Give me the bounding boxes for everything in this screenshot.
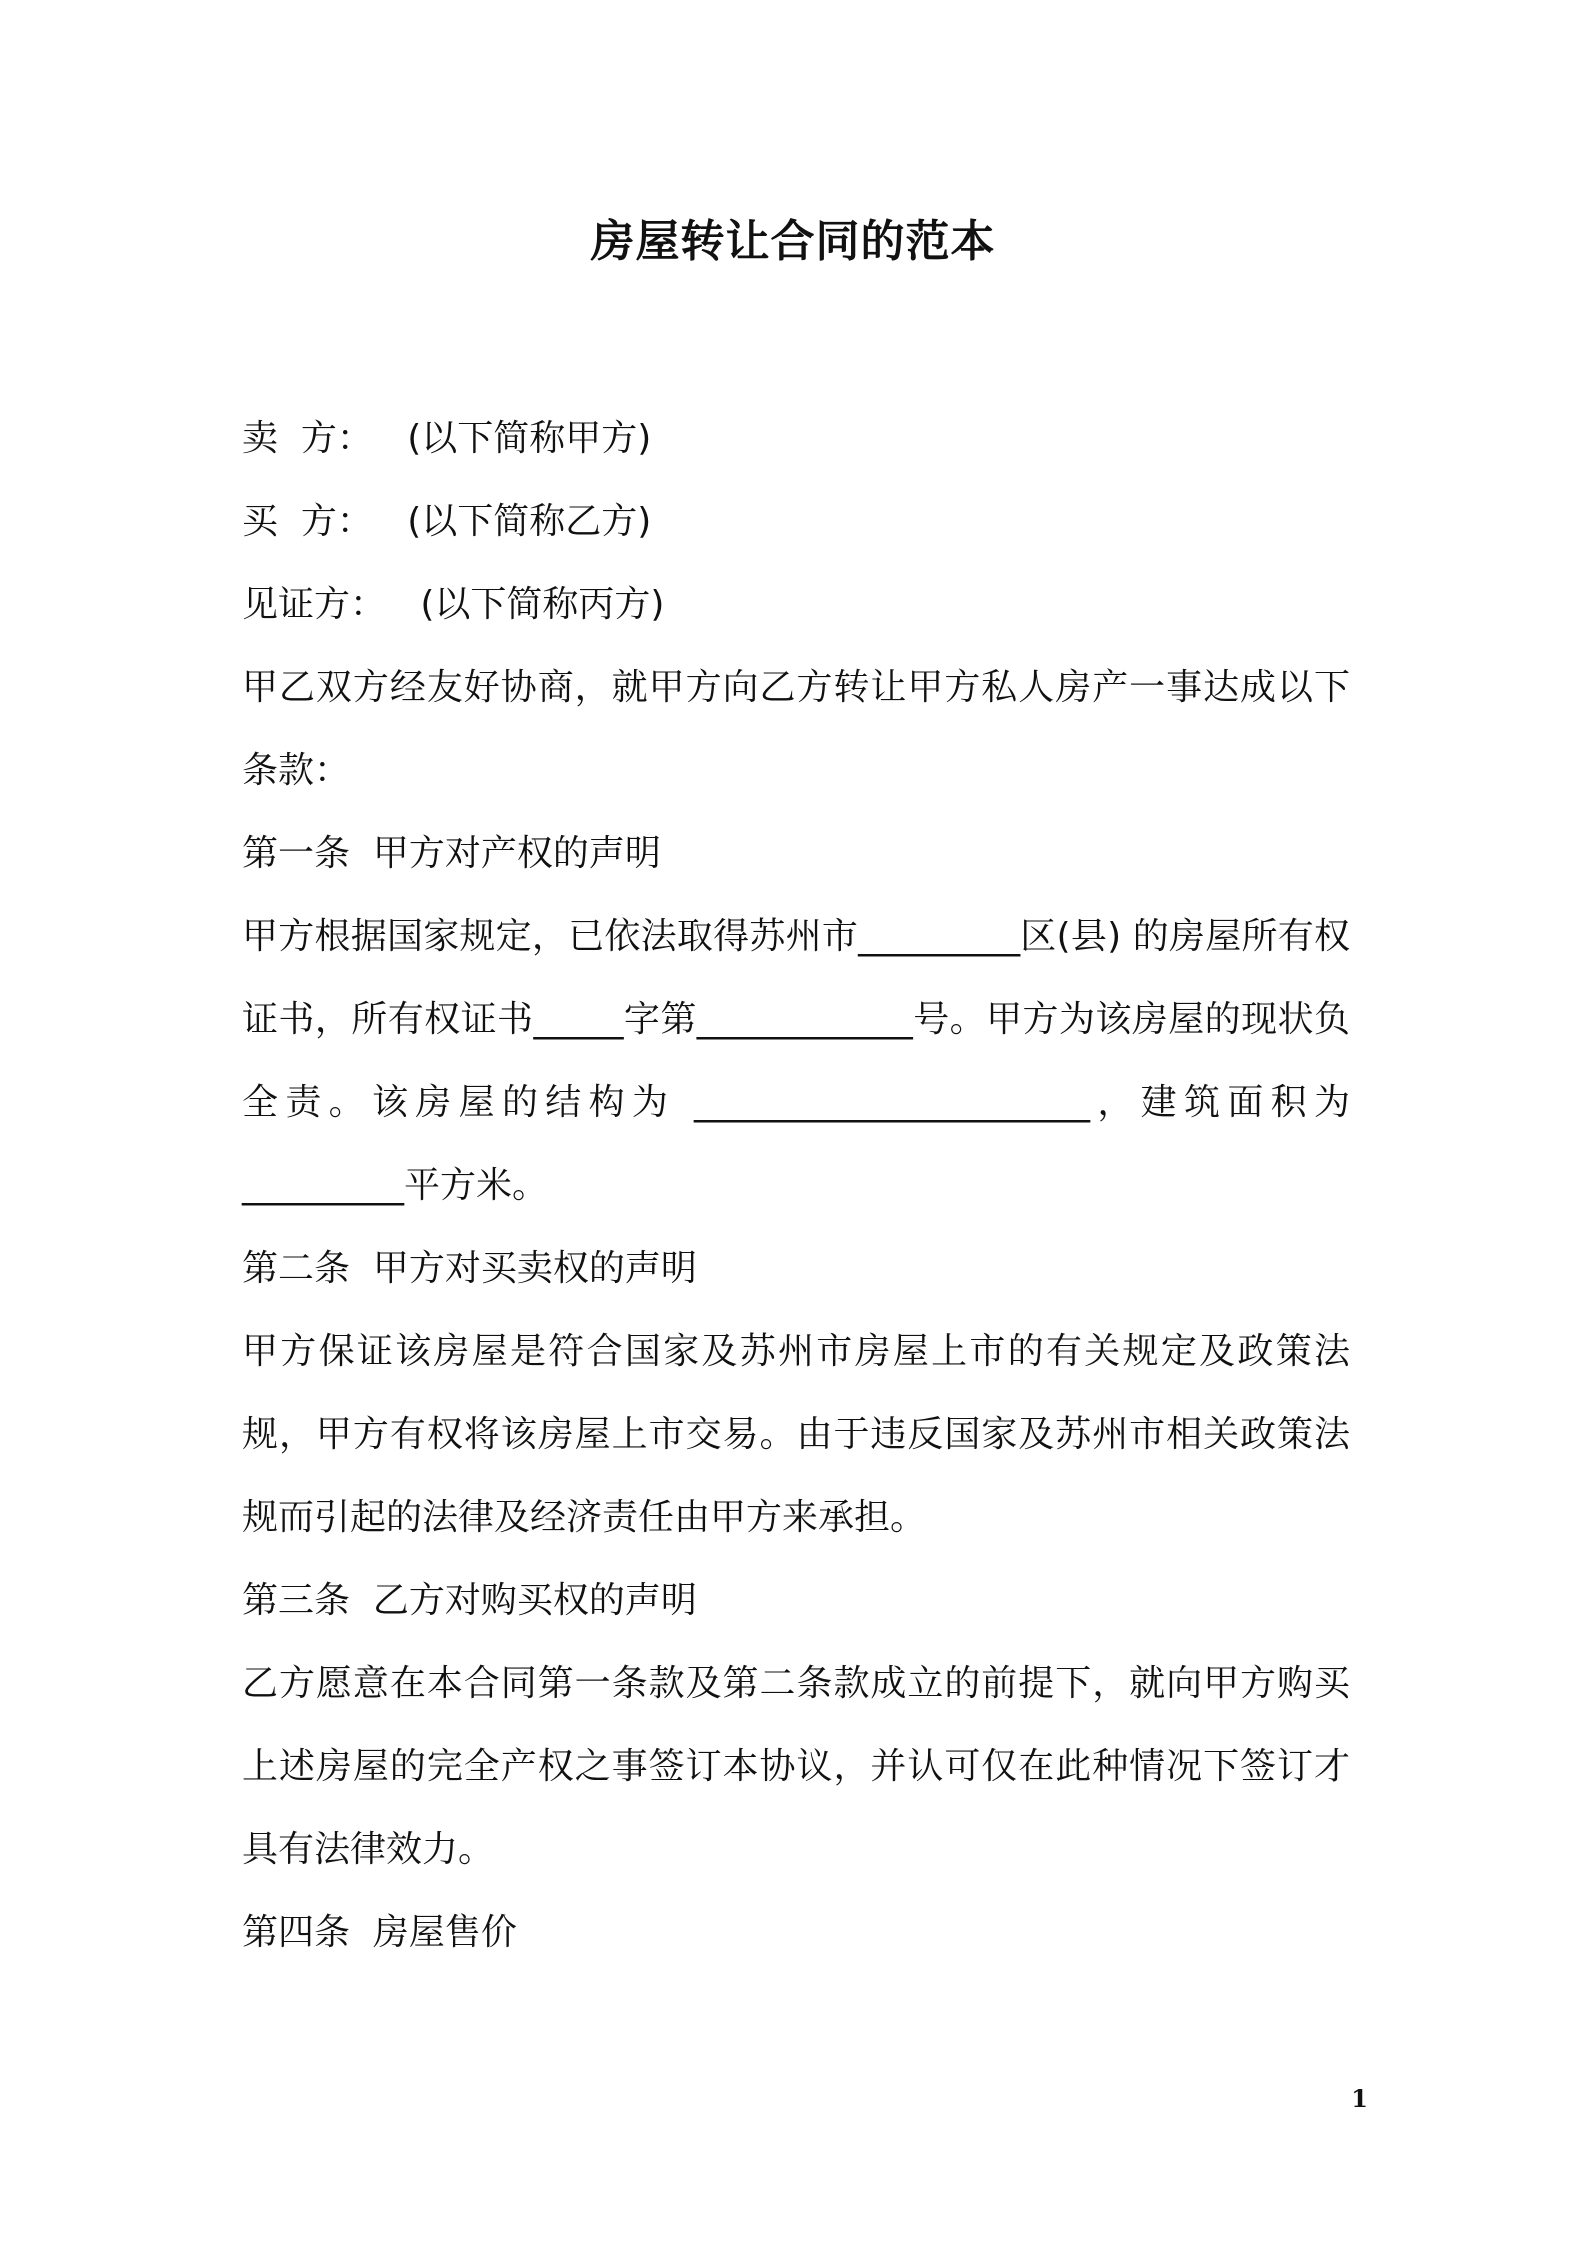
article-2-heading: 第二条 甲方对买卖权的声明: [242, 1248, 697, 1289]
document-title: 房屋转让合同的范本: [590, 216, 996, 267]
party-seller: 卖 方： (以下简称甲方): [242, 418, 652, 459]
intro-paragraph: 甲乙双方经友好协商，就甲方向乙方转让甲方私人房产一事达成以下条款：: [242, 667, 1350, 791]
party-buyer: 买 方： (以下简称乙方): [242, 501, 652, 542]
article-3-text: 乙方愿意在本合同第一条款及第二条款成立的前提下，就向甲方购买上述房屋的完全产权之事签订本协议，并认可仅在此种情况下签订才具有法律效力。: [242, 1663, 1350, 1870]
article-1-heading: 第一条 甲方对产权的声明: [242, 833, 661, 874]
article-3-heading: 第三条 乙方对购买权的声明: [242, 1580, 697, 1621]
article-1-text: 甲方根据国家规定，已依法取得苏州市_________区(县) 的房屋所有权证书，所有权证书_____字第____________号。甲方为该房屋的现状负全责。该房屋的结构为 ______________________，建筑面积为_________平方米。: [242, 916, 1350, 1206]
page-number: 1: [1351, 2084, 1368, 2113]
document-body: [242, 397, 1350, 1974]
article-2-text: 甲方保证该房屋是符合国家及苏州市房屋上市的有关规定及政策法规，甲方有权将该房屋上市交易。由于违反国家及苏州市相关政策法规而引起的法律及经济责任由甲方来承担。: [242, 1331, 1350, 1538]
article-4-heading: 第四条 房屋售价: [242, 1912, 517, 1953]
party-witness: 见证方： (以下简称丙方): [242, 584, 665, 625]
